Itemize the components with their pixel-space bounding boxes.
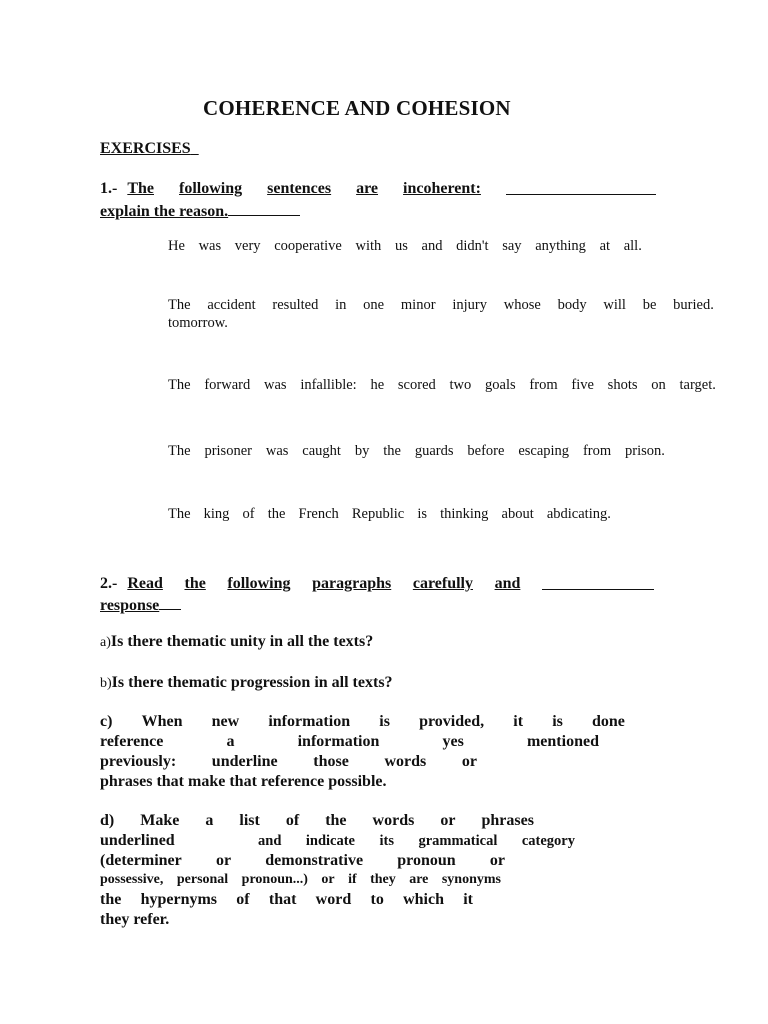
word: abdicating. bbox=[546, 506, 611, 522]
word: a bbox=[205, 812, 214, 829]
word: or bbox=[461, 753, 477, 770]
word: body bbox=[557, 297, 587, 313]
word: done bbox=[592, 713, 625, 730]
word: it bbox=[463, 891, 473, 908]
question-d-line-4 bbox=[100, 872, 501, 888]
question-1-line-2-text: explain the reason. bbox=[100, 203, 229, 220]
word: the bbox=[100, 891, 122, 908]
question-b-text: Is there thematic progression in all texts? bbox=[111, 674, 393, 691]
word: is bbox=[417, 506, 427, 522]
question-2-line-1 bbox=[127, 575, 654, 593]
word: two bbox=[449, 377, 472, 393]
word: d) bbox=[100, 812, 115, 829]
question-d-line-1 bbox=[100, 812, 534, 830]
word: or bbox=[489, 852, 505, 869]
word: anything bbox=[535, 238, 586, 254]
word: Make bbox=[140, 812, 180, 829]
q2-word: carefully bbox=[412, 575, 473, 592]
word: didn't bbox=[456, 238, 489, 254]
sentence-2 bbox=[168, 297, 714, 314]
word: personal bbox=[176, 872, 229, 887]
word: all. bbox=[623, 238, 642, 254]
question-c-line-4: phrases that make that reference possible. bbox=[100, 773, 387, 790]
word: prisoner bbox=[204, 443, 252, 459]
question-d-line-5 bbox=[100, 891, 473, 909]
word: from bbox=[582, 443, 612, 459]
word: c) bbox=[100, 713, 113, 730]
word: about bbox=[501, 506, 534, 522]
word: The bbox=[168, 443, 191, 459]
word: forward bbox=[204, 377, 251, 393]
question-1-line-2 bbox=[100, 201, 656, 221]
word: grammatical bbox=[418, 833, 498, 849]
word: word bbox=[315, 891, 352, 908]
word: and bbox=[421, 238, 443, 254]
word: When bbox=[141, 713, 183, 730]
q1-word: The bbox=[127, 180, 154, 197]
question-a-text: Is there thematic unity in all the texts? bbox=[110, 633, 374, 650]
sentence-1 bbox=[168, 238, 642, 255]
word: five bbox=[571, 377, 594, 393]
word: caught bbox=[302, 443, 341, 459]
word: minor bbox=[400, 297, 436, 313]
question-b bbox=[100, 674, 393, 692]
word: was bbox=[263, 377, 287, 393]
word: and bbox=[258, 833, 282, 849]
word: which bbox=[403, 891, 444, 908]
word: that bbox=[268, 891, 297, 908]
word: infallible: bbox=[300, 377, 357, 393]
word: those bbox=[313, 753, 349, 770]
word: us bbox=[394, 238, 408, 254]
word: accident bbox=[207, 297, 256, 313]
sentence-3 bbox=[168, 377, 716, 394]
word: synonyms bbox=[441, 872, 501, 887]
word: of bbox=[242, 506, 255, 522]
word: of bbox=[236, 891, 250, 908]
word: was bbox=[198, 238, 222, 254]
answer-blank bbox=[542, 575, 654, 590]
q2-word: and bbox=[494, 575, 521, 592]
q1-word: are bbox=[356, 180, 379, 197]
q2-word: paragraphs bbox=[312, 575, 392, 592]
word: underline bbox=[211, 753, 278, 770]
page-title: COHERENCE AND COHESION bbox=[203, 96, 511, 120]
word: on bbox=[651, 377, 666, 393]
word: in bbox=[335, 297, 347, 313]
answer-blank bbox=[159, 595, 181, 610]
word: of bbox=[285, 812, 300, 829]
word: to bbox=[370, 891, 384, 908]
question-c-line-3 bbox=[100, 753, 477, 771]
word: mentioned bbox=[526, 733, 599, 750]
question-b-label: b) bbox=[100, 676, 112, 691]
word: at bbox=[599, 238, 611, 254]
word: is bbox=[379, 713, 390, 730]
word: pronoun bbox=[397, 852, 456, 869]
word: if bbox=[348, 872, 357, 887]
word: whose bbox=[503, 297, 541, 313]
word: demonstrative bbox=[265, 852, 364, 869]
word: resulted bbox=[272, 297, 319, 313]
word: before bbox=[467, 443, 505, 459]
q1-word: incoherent: bbox=[403, 180, 481, 197]
word: thinking bbox=[440, 506, 489, 522]
word: the bbox=[267, 506, 286, 522]
word: or bbox=[321, 872, 335, 887]
word: are bbox=[409, 872, 429, 887]
answer-blank bbox=[228, 201, 300, 216]
word: French bbox=[298, 506, 339, 522]
word: say bbox=[502, 238, 522, 254]
question-a bbox=[100, 633, 373, 651]
word: the bbox=[325, 812, 347, 829]
word: from bbox=[529, 377, 558, 393]
question-2-number: 2.- bbox=[100, 575, 118, 592]
word: injury bbox=[452, 297, 487, 313]
word: indicate bbox=[305, 833, 355, 849]
word: the bbox=[383, 443, 401, 459]
word: or bbox=[215, 852, 232, 869]
word: it bbox=[513, 713, 524, 730]
word: escaping bbox=[518, 443, 570, 459]
word: was bbox=[265, 443, 289, 459]
word: phrases bbox=[481, 812, 534, 829]
word: he bbox=[370, 377, 385, 393]
question-a-label: a) bbox=[100, 635, 111, 650]
word: Republic bbox=[351, 506, 405, 522]
exercises-heading-text: EXERCISES bbox=[100, 140, 191, 157]
q2-word: following bbox=[227, 575, 291, 592]
question-c-line-1 bbox=[100, 713, 625, 731]
word: scored bbox=[397, 377, 436, 393]
q2-word: Read bbox=[127, 575, 163, 592]
word: prison. bbox=[625, 443, 665, 459]
word: words bbox=[384, 753, 427, 770]
word: with bbox=[355, 238, 382, 254]
question-d-line-2a: underlined bbox=[100, 832, 175, 849]
word: buried. bbox=[673, 297, 714, 313]
word: or bbox=[440, 812, 456, 829]
word: guards bbox=[414, 443, 454, 459]
word: goals bbox=[485, 377, 516, 393]
sentence-2-continuation: tomorrow. bbox=[168, 315, 228, 331]
word: its bbox=[379, 833, 394, 849]
q1-word: sentences bbox=[267, 180, 332, 197]
question-1-line-1 bbox=[127, 180, 656, 198]
word: The bbox=[168, 506, 191, 522]
question-2 bbox=[100, 575, 654, 615]
question-1-number: 1.- bbox=[100, 180, 118, 197]
word: king bbox=[203, 506, 230, 522]
question-1 bbox=[100, 180, 656, 221]
question-d-line-3 bbox=[100, 852, 505, 870]
word: by bbox=[354, 443, 370, 459]
question-c-line-2 bbox=[100, 733, 599, 751]
question-2-line-2 bbox=[100, 595, 654, 615]
word: target. bbox=[679, 377, 716, 393]
sentence-4 bbox=[168, 443, 665, 460]
word: provided, bbox=[419, 713, 485, 730]
word: pronoun...) bbox=[241, 872, 308, 887]
word: possessive, bbox=[100, 872, 164, 887]
q2-word: the bbox=[184, 575, 206, 592]
word: information bbox=[297, 733, 380, 750]
word: they bbox=[370, 872, 396, 887]
word: a bbox=[226, 733, 235, 750]
word: The bbox=[168, 297, 191, 313]
word: new bbox=[211, 713, 240, 730]
word: hypernyms bbox=[140, 891, 218, 908]
q1-word: following bbox=[179, 180, 243, 197]
word: shots bbox=[607, 377, 638, 393]
question-d-line-6: they refer. bbox=[100, 911, 170, 928]
word: words bbox=[372, 812, 415, 829]
word: The bbox=[168, 377, 191, 393]
word: (determiner bbox=[100, 852, 182, 869]
word: reference bbox=[100, 733, 164, 750]
question-2-line-2-text: response bbox=[100, 597, 160, 614]
word: category bbox=[521, 833, 575, 849]
word: be bbox=[642, 297, 657, 313]
sentence-5 bbox=[168, 506, 611, 523]
word: yes bbox=[442, 733, 464, 750]
word: list bbox=[239, 812, 260, 829]
word: information bbox=[268, 713, 351, 730]
word: very bbox=[234, 238, 261, 254]
word: previously: bbox=[100, 753, 177, 770]
exercises-heading bbox=[100, 140, 199, 158]
word: He bbox=[168, 238, 185, 254]
word: will bbox=[603, 297, 626, 313]
question-d-line-2b bbox=[258, 833, 575, 850]
word: cooperative bbox=[274, 238, 342, 254]
word: is bbox=[552, 713, 563, 730]
answer-blank bbox=[506, 180, 656, 195]
word: one bbox=[363, 297, 385, 313]
